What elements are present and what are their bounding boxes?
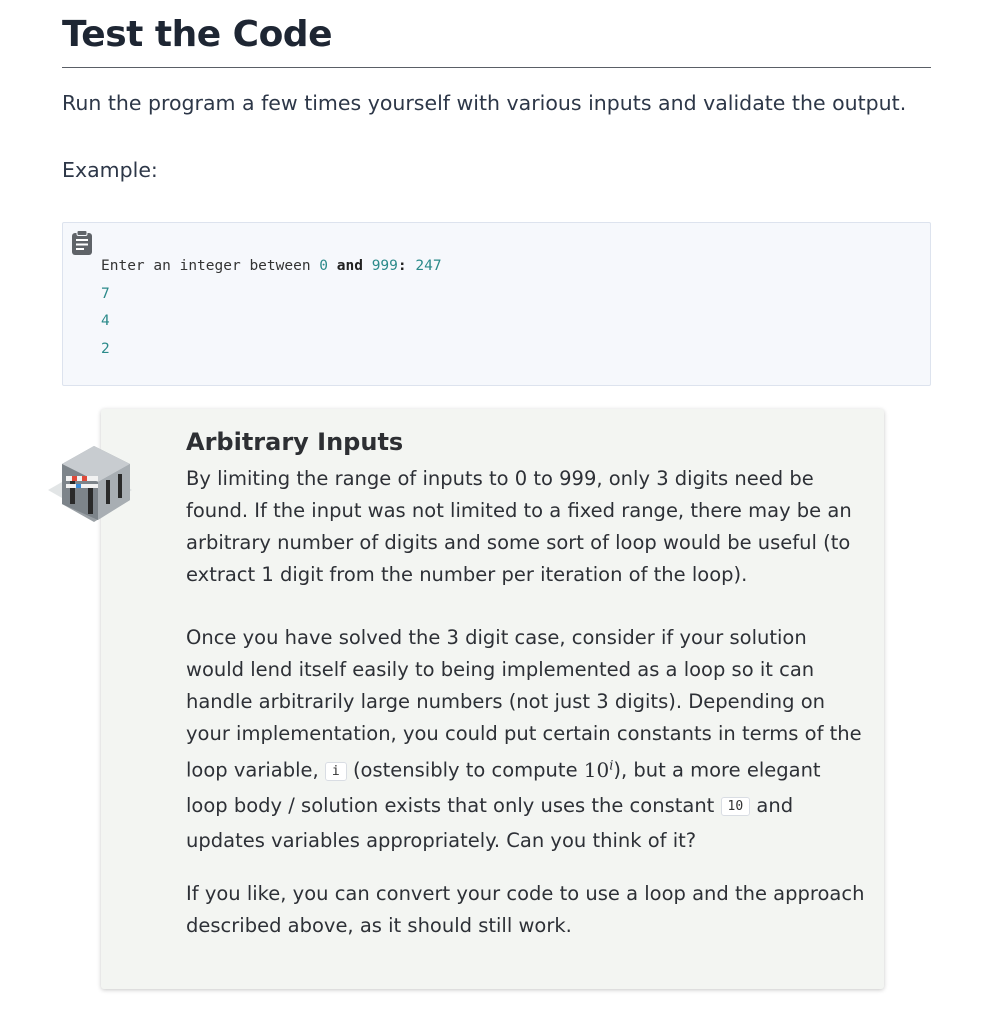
math-expression (584, 758, 614, 782)
note-text-span: and (750, 793, 794, 817)
note-paragraph-2 (186, 622, 862, 857)
code-output-line: 4 (101, 313, 110, 329)
note-paragraph-1 (186, 463, 852, 591)
clipboard-icon[interactable] (71, 230, 93, 256)
inline-code-i: i (325, 762, 347, 781)
code-word: integer (179, 258, 241, 274)
title-divider (62, 67, 931, 68)
code-output-line: 7 (101, 285, 110, 302)
code-example-block (62, 222, 931, 386)
math-base: 10 (583, 757, 610, 782)
intro-text: Run the program a few times yourself with various inputs and validate the output. (62, 91, 907, 115)
code-lines (101, 253, 442, 363)
code-number: 999 (371, 258, 398, 274)
code-word: an (153, 258, 171, 274)
code-line-prompt (101, 253, 442, 281)
note-line: If you like, you can convert your code to use a loop and the approach (186, 882, 865, 905)
code-keyword: and (336, 258, 363, 274)
code-output-line: 2 (101, 340, 110, 357)
math-exponent: i (609, 758, 614, 773)
note-text-span: loop body / solution exists that only uses the constant (186, 793, 721, 817)
note-line (186, 750, 836, 790)
note-line: arbitrary number of digits and some sort of loop would be useful (to (186, 531, 851, 554)
note-line: your implementation, you could put certain constants in terms of the (186, 722, 862, 745)
note-line: described above, as it should still work. (186, 914, 572, 937)
note-title: Arbitrary Inputs (186, 428, 404, 456)
example-label: Example: (62, 158, 158, 182)
note-line (186, 790, 836, 825)
code-number: 0 (319, 258, 329, 274)
code-word: between (249, 258, 311, 274)
note-text-span: ), but a more elegant (613, 758, 821, 782)
note-line: Once you have solved the 3 digit case, consider if your solution (186, 626, 807, 649)
code-word: Enter (101, 258, 145, 274)
page-title: Test the Code (62, 14, 332, 55)
note-line: extract 1 digit from the number per iteration of the loop). (186, 563, 748, 586)
note-text-span: (ostensibly to compute (346, 758, 584, 782)
note-text-span: loop variable, (186, 758, 325, 782)
note-line: would lend itself easily to being implemented as a loop so it can (186, 658, 815, 681)
note-line: updates variables appropriately. Can you think of it? (186, 828, 697, 852)
construction-barrier-icon (48, 446, 132, 524)
code-input-value: 247 (415, 258, 442, 274)
inline-code-10: 10 (721, 797, 751, 816)
note-paragraph-3 (186, 878, 865, 942)
note-line: found. If the input was not limited to a fixed range, there may be an (186, 499, 852, 522)
note-line: By limiting the range of inputs to 0 to 999, only 3 digits need be (186, 467, 814, 490)
note-line: handle arbitrarily large numbers (not just 3 digits). Depending on (186, 690, 825, 713)
code-colon: : (397, 258, 407, 274)
